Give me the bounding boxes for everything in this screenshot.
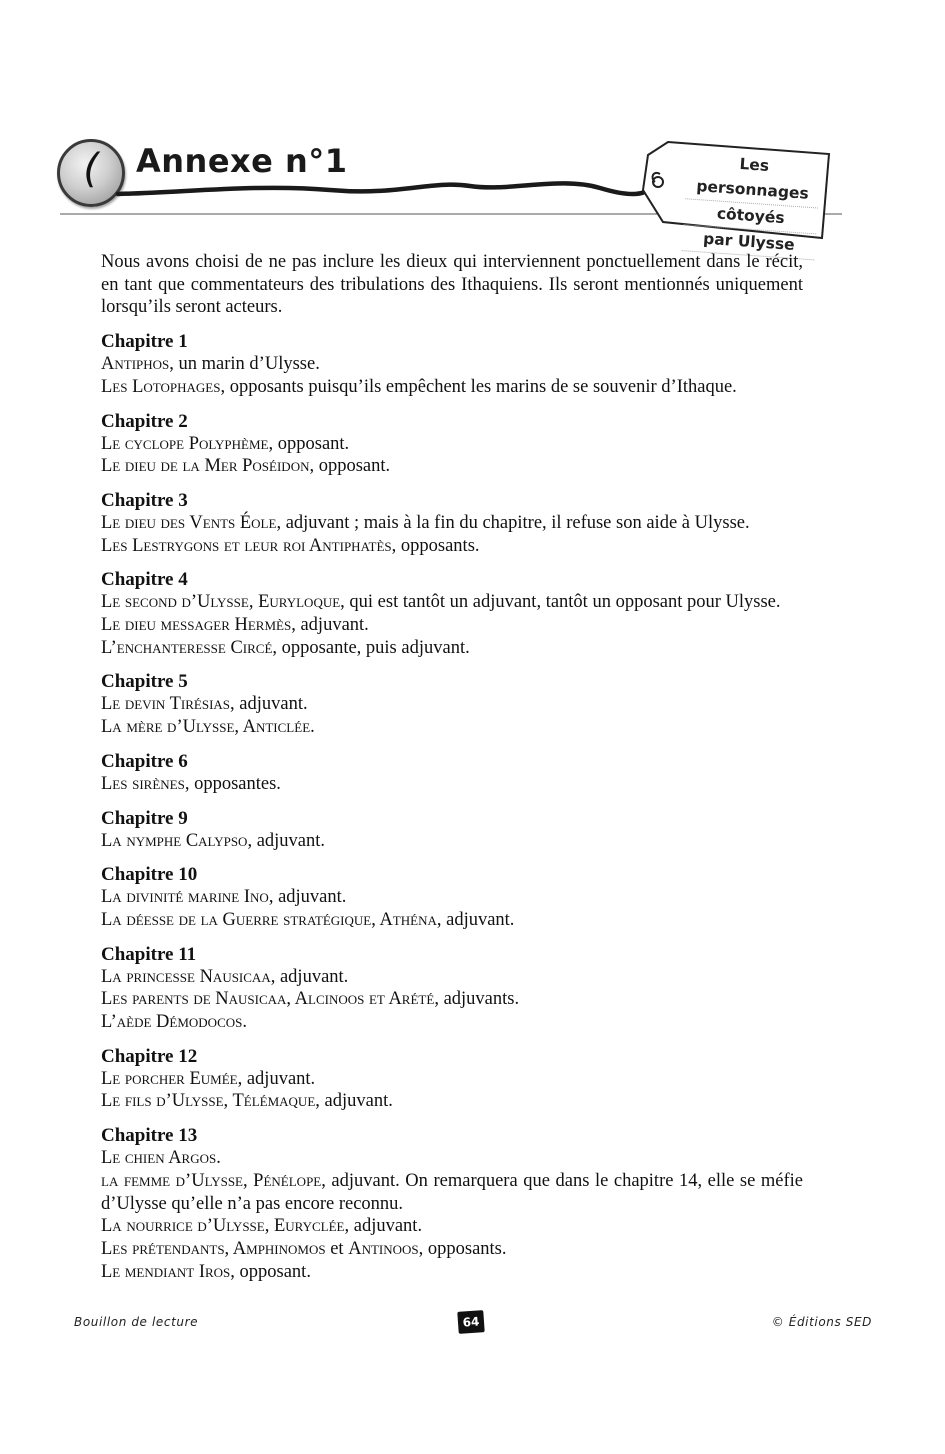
character-name: La divinité marine Ino — [101, 887, 269, 908]
character-name: L’enchanteresse Circé — [101, 637, 273, 658]
character-role: , adjuvant. — [344, 1216, 423, 1237]
character-entry — [101, 1170, 803, 1215]
chapter-heading: Chapitre 4 — [101, 569, 188, 591]
character-entry — [101, 909, 803, 932]
character-name: Les Lotophages — [101, 376, 221, 397]
chapter-heading: Chapitre 2 — [101, 410, 188, 432]
character-entry — [101, 1238, 803, 1261]
character-role: . — [310, 717, 315, 738]
character-name: Le porcher Eumée — [101, 1068, 238, 1089]
intro-paragraph: Nous avons choisi de ne pas inclure les dieux qui interviennent ponctuellement dans le récit, en tant que commentateurs des tribulations des Ithaquiens. Ils seront mentionnés uniquement lorsqu’ils seront acteurs. — [101, 252, 803, 318]
character-name: Antinoos — [348, 1238, 419, 1259]
character-entry — [101, 614, 803, 637]
character-entry — [101, 1090, 803, 1113]
tag-line-1: Les personnages — [685, 148, 821, 208]
chapter-heading: Chapitre 1 — [101, 331, 188, 353]
character-entry — [101, 353, 803, 376]
character-entry — [101, 716, 803, 739]
main-content — [101, 251, 803, 1294]
character-name: Le cyclope Polyphème — [101, 433, 269, 454]
chapter-heading: Chapitre 6 — [101, 750, 188, 772]
character-entry — [101, 693, 803, 716]
character-role: , un marin d’Ulysse. — [169, 354, 320, 375]
character-entry — [101, 988, 803, 1011]
character-entry — [101, 433, 803, 456]
character-role: et — [325, 1238, 349, 1259]
chapter-heading: Chapitre 12 — [101, 1045, 198, 1067]
tag-line-3: par Ulysse — [682, 225, 816, 260]
footer-publisher: © Éditions SED — [771, 1315, 872, 1329]
character-role: , adjuvant. On remarquera que dans le chapitre 14, elle se méfie d’Ulysse qu’elle n’a pas encore reconnu. — [101, 1170, 803, 1214]
character-role: , adjuvant ; mais à la fin du chapitre, il refuse son aide à Ulysse. — [276, 512, 750, 533]
character-name: La nourrice d’Ulysse, Euryclée — [101, 1216, 345, 1237]
character-role: , opposants. — [418, 1238, 507, 1259]
page-number: 64 — [457, 1310, 484, 1334]
chapter-section — [101, 410, 803, 478]
character-name: Le dieu messager Hermès — [101, 615, 292, 636]
character-entry — [101, 512, 803, 535]
character-name: Les Lestrygons et leur roi Antiphatès — [101, 535, 392, 556]
character-entry — [101, 886, 803, 909]
character-role: , qui est tantôt un adjuvant, tantôt un opposant pour Ulysse. — [340, 592, 781, 613]
character-role: , adjuvants. — [434, 989, 520, 1010]
character-entry — [101, 830, 803, 853]
character-entry — [101, 591, 803, 614]
character-role: , adjuvant. — [237, 1068, 316, 1089]
tag-text — [682, 148, 822, 260]
character-entry — [101, 376, 803, 399]
chapter-section — [101, 670, 803, 738]
character-entry — [101, 966, 803, 989]
character-name: L’aède Démodocos — [101, 1012, 243, 1033]
tag-line-2: côtoyés — [683, 199, 817, 234]
character-name: Les prétendants, Amphinomos — [101, 1238, 326, 1259]
character-role: , adjuvant. — [436, 909, 515, 930]
character-role: , opposant. — [268, 433, 350, 454]
chapter-heading: Chapitre 10 — [101, 864, 198, 886]
character-role: . — [242, 1012, 247, 1033]
character-name: Les sirènes — [101, 773, 185, 794]
character-role: , adjuvant. — [315, 1091, 393, 1112]
badge-glyph: ( — [83, 146, 99, 192]
character-role: , opposants. — [391, 535, 480, 556]
character-entry — [101, 1215, 803, 1238]
character-name: Le fils d’Ulysse, Télémaque — [101, 1091, 316, 1112]
chapter-section — [101, 807, 803, 853]
character-role: , adjuvant. — [268, 887, 347, 908]
chapter-heading: Chapitre 11 — [101, 943, 197, 965]
character-name: Antiphos — [101, 354, 170, 375]
character-entry — [101, 535, 803, 558]
chapter-heading: Chapitre 9 — [101, 807, 188, 829]
topic-tag — [665, 145, 828, 254]
character-role: , opposants puisqu’ils empêchent les marins de se souvenir d’Ithaque. — [220, 376, 737, 397]
character-role: , adjuvant. — [270, 966, 349, 987]
chapter-section — [101, 489, 803, 557]
character-entry — [101, 1011, 803, 1034]
chapter-section — [101, 943, 803, 1034]
character-name: La mère d’Ulysse, Anticlée — [101, 717, 311, 738]
character-name: La déesse de la Guerre stratégique, Athéna — [101, 909, 437, 930]
character-entry — [101, 455, 803, 478]
chapter-section — [101, 863, 803, 931]
chapter-section — [101, 1045, 803, 1113]
character-entry — [101, 1068, 803, 1091]
character-role: , adjuvant. — [230, 694, 308, 715]
chapter-section — [101, 750, 803, 796]
character-role: , opposantes. — [184, 773, 281, 794]
character-entry — [101, 1261, 803, 1284]
character-name: Le devin Tirésias — [101, 694, 231, 715]
character-name: Le dieu de la Mer Poséidon — [101, 456, 310, 477]
character-role: . — [216, 1148, 221, 1169]
character-entry — [101, 773, 803, 796]
character-name: Le dieu des Vents Éole — [101, 512, 277, 533]
page-title: Annexe n°1 — [136, 142, 348, 180]
chapter-heading: Chapitre 3 — [101, 489, 188, 511]
character-name: La princesse Nausicaa — [101, 966, 271, 987]
chapter-heading: Chapitre 5 — [101, 671, 188, 693]
character-entry — [101, 637, 803, 660]
character-role: , adjuvant. — [291, 615, 369, 636]
character-name: Le mendiant Iros — [101, 1261, 231, 1282]
chapter-list — [101, 330, 803, 1283]
character-role: , opposant. — [230, 1261, 311, 1282]
chapter-heading: Chapitre 13 — [101, 1125, 198, 1147]
character-role: , opposant. — [309, 456, 391, 477]
chapter-section — [101, 568, 803, 659]
chapter-section — [101, 1124, 803, 1283]
footer-collection: Bouillon de lecture — [74, 1315, 199, 1329]
chapter-section — [101, 330, 803, 398]
character-name: la femme d’Ulysse, Pénélope — [101, 1170, 322, 1191]
character-name: Le second d’Ulysse, Euryloque — [101, 592, 341, 613]
character-name: Le chien Argos — [101, 1148, 217, 1169]
character-name: Les parents de Nausicaa, Alcinoos et Arété — [101, 989, 435, 1010]
character-name: La nymphe Calypso — [101, 830, 248, 851]
character-entry — [101, 1147, 803, 1170]
character-role: , opposante, puis adjuvant. — [272, 637, 470, 658]
character-role: , adjuvant. — [247, 830, 326, 851]
